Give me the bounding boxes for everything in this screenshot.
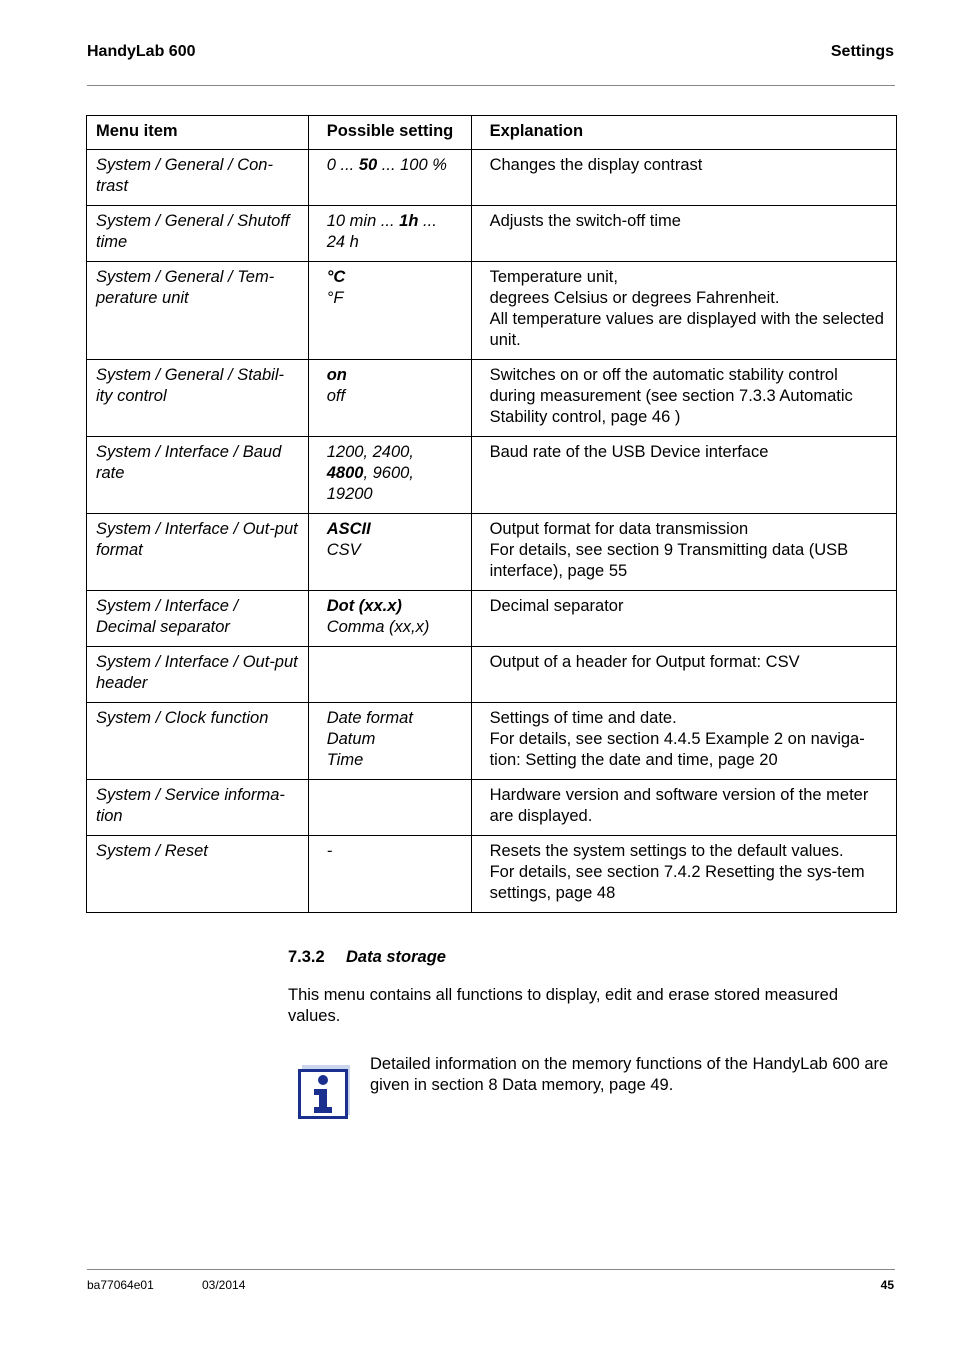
explanation-cell [471,360,896,437]
setting-text: Date format [326,709,413,727]
table-row [87,262,897,360]
table-row [87,360,897,437]
explanation-line: Output format for data transmission [489,520,749,538]
possible-setting-cell [308,206,471,262]
footer-divider [87,1269,895,1270]
explanation-line: Baud rate of the USB Device interface [489,443,769,461]
setting-line [327,750,462,771]
explanation-line: Switches on or off the automatic stability control during measurement (see section 7.3.3 Automatic Stability control, page 46 ) [489,366,853,426]
explanation-line: Output of a header for Output format: CSV [489,653,800,671]
explanation-cell [471,780,896,836]
column-header-menu-item: Menu item [87,116,309,150]
setting-line [327,365,462,386]
table-body [87,150,897,913]
explanation-cell [471,647,896,703]
setting-text: °F [326,289,344,307]
setting-line [327,267,462,288]
setting-line [327,484,462,505]
section-number: 7.3.2 [288,948,325,966]
menu-item-cell: System / Clock function [87,703,309,780]
section-title: Data storage [346,948,446,966]
setting-text: 10 min ... [326,212,400,230]
setting-line [327,232,462,253]
setting-line [327,211,462,232]
table-row [87,150,897,206]
setting-line [327,519,462,540]
table-row [87,703,897,780]
table-row [87,647,897,703]
explanation-line: For details, see section 4.4.5 Example 2 on naviga-tion: Setting the date and time, page 20 [489,730,865,769]
setting-text: 1200, 2400, [326,443,414,461]
setting-text: Comma (xx,x) [326,618,430,636]
default-setting-value: 50 [358,156,378,174]
explanation-cell [471,150,896,206]
explanation-line: For details, see section 9 Transmitting data (USB interface), page 55 [489,541,849,580]
explanation-line: Decimal separator [489,597,624,615]
default-setting-value: on [326,366,347,384]
footer-doc-id: ba77064e01 [87,1278,154,1292]
explanation-line: Hardware version and software version of the meter are displayed. [489,786,869,825]
info-note: Detailed information on the memory functions of the HandyLab 600 are given in section 8 Data memory, page 49. [370,1055,889,1094]
possible-setting-cell [308,262,471,360]
setting-line [327,386,462,407]
possible-setting-cell [308,360,471,437]
setting-text: ... [418,212,437,230]
explanation-line: Changes the display contrast [489,156,703,174]
explanation-line: All temperature values are displayed with the selected unit. [489,310,884,349]
setting-text: off [326,387,346,405]
menu-item-cell: System / General / Stabil-ity control [87,360,309,437]
setting-line [327,442,462,463]
setting-text: 24 h [326,233,359,251]
section-paragraph: This menu contains all functions to display, edit and erase stored measured values. [288,986,838,1025]
default-setting-value: ASCII [326,520,371,538]
default-setting-value: °C [326,268,346,286]
explanation-cell [471,437,896,514]
possible-setting-cell [308,437,471,514]
setting-line [327,841,462,862]
explanation-line: Temperature unit, [489,268,618,286]
setting-line [327,155,462,176]
settings-table [86,115,897,913]
section-heading [288,948,446,967]
default-setting-value: 4800 [326,464,364,482]
possible-setting-cell [308,150,471,206]
possible-setting-cell [308,591,471,647]
default-setting-value: 1h [399,212,419,230]
footer-page-number: 45 [880,1278,894,1292]
setting-text: Time [326,751,364,769]
menu-item-cell: System / General / Tem-perature unit [87,262,309,360]
explanation-line: Resets the system settings to the default values. [489,842,844,860]
table-row [87,836,897,913]
table-row [87,437,897,514]
explanation-line: degrees Celsius or degrees Fahrenheit. [489,289,780,307]
menu-item-cell: System / Service informa-tion [87,780,309,836]
header-divider [87,85,895,86]
table-row [87,591,897,647]
menu-item-cell: System / Interface / Out-put header [87,647,309,703]
setting-text: Datum [326,730,376,748]
setting-line [327,596,462,617]
possible-setting-cell [308,836,471,913]
menu-item-cell: System / Interface / Decimal separator [87,591,309,647]
setting-text: - [326,842,333,860]
explanation-cell [471,703,896,780]
table-header-row [87,116,897,150]
info-icon [298,1065,350,1119]
explanation-cell [471,836,896,913]
explanation-line: For details, see section 7.4.2 Resetting the sys-tem settings, page 48 [489,863,865,902]
table-row [87,206,897,262]
explanation-cell [471,591,896,647]
setting-line [327,617,462,638]
setting-text: , 9600, [363,464,414,482]
default-setting-value: Dot (xx.x) [326,597,402,615]
possible-setting-cell [308,647,471,703]
possible-setting-cell [308,780,471,836]
table-row [87,780,897,836]
setting-text: ... 100 % [377,156,447,174]
column-header-possible-setting: Possible setting [308,116,471,150]
column-header-explanation: Explanation [471,116,896,150]
setting-line [327,708,462,729]
menu-item-cell: System / Interface / Baud rate [87,437,309,514]
running-header-chapter: Settings [830,43,894,60]
setting-text: 0 ... [326,156,359,174]
explanation-cell [471,262,896,360]
setting-line [327,463,462,484]
setting-line [327,540,462,561]
explanation-cell [471,514,896,591]
menu-item-cell: System / General / Shutoff time [87,206,309,262]
menu-item-cell: System / General / Con-trast [87,150,309,206]
setting-text: CSV [326,541,361,559]
menu-item-cell: System / Reset [87,836,309,913]
setting-line [327,729,462,750]
possible-setting-cell [308,703,471,780]
footer-date: 03/2014 [202,1278,246,1292]
explanation-line: Settings of time and date. [489,709,677,727]
menu-item-cell: System / Interface / Out-put format [87,514,309,591]
running-header-product: HandyLab 600 [87,43,196,60]
table-row [87,514,897,591]
possible-setting-cell [308,514,471,591]
setting-line [327,288,462,309]
explanation-line: Adjusts the switch-off time [489,212,681,230]
setting-text: 19200 [326,485,373,503]
explanation-cell [471,206,896,262]
